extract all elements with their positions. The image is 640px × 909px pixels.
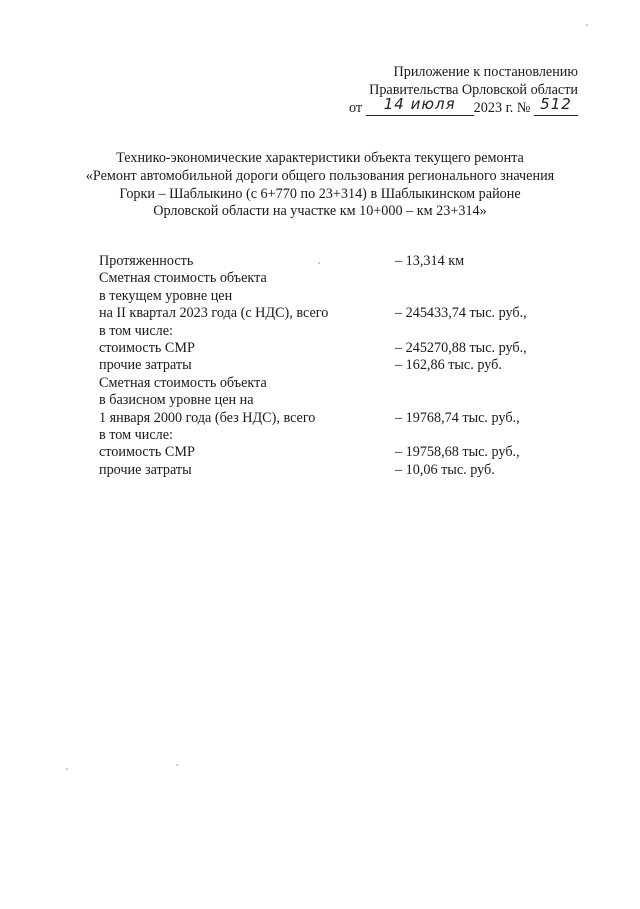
year-text: 2023 г. №: [473, 100, 531, 116]
appendix-line-1: Приложение к постановлению: [393, 64, 578, 80]
spec-label: Сметная стоимость объекта: [99, 270, 267, 287]
spec-label: в том числе:: [99, 322, 173, 339]
appendix-line-2: Правительства Орловской области: [369, 81, 578, 98]
spec-label: в текущем уровне цен: [99, 287, 233, 304]
spec-label: прочие затраты: [99, 461, 192, 478]
document-title: [60, 150, 580, 221]
spec-row: [99, 392, 527, 409]
spec-value: – 245433,74 тыс. руб.,: [395, 305, 527, 322]
spec-row: [99, 270, 527, 287]
spec-row: [99, 462, 527, 479]
spec-row: [99, 253, 527, 270]
spec-label: стоимость СМР: [99, 444, 195, 461]
spec-row: [99, 427, 527, 444]
number-blank: [534, 95, 578, 116]
spec-label: Протяженность: [99, 253, 194, 269]
spec-label: в базисном уровне цен на: [99, 392, 254, 409]
title-line: Орловской области на участке км 10+000 – км 23+314»: [153, 203, 487, 220]
spec-label: Сметная стоимость объекта: [99, 374, 267, 391]
spec-label: стоимость СМР: [99, 339, 195, 356]
spec-row: [99, 340, 527, 357]
spec-label: 1 января 2000 года (без НДС), всего: [99, 409, 316, 426]
title-line: «Ремонт автомобильной дороги общего пользования регионального значения: [85, 167, 555, 184]
handwritten-number: 512: [540, 95, 572, 113]
handwritten-date: 14 июля: [383, 95, 456, 113]
appendix-header: [349, 64, 578, 118]
scan-speck: [318, 262, 320, 264]
spec-row: [99, 323, 527, 340]
title-line: Технико-экономические характеристики объекта текущего ремонта: [116, 150, 524, 166]
spec-label: на II квартал 2023 года (с НДС), всего: [99, 305, 329, 322]
scan-speck: [176, 764, 178, 766]
spec-value: – 162,86 тыс. руб.: [395, 357, 502, 374]
scan-speck: [66, 768, 68, 770]
spec-row: [99, 305, 527, 322]
spec-row: [99, 410, 527, 427]
spec-row: [99, 357, 527, 374]
title-line: Горки – Шаблыкино (с 6+770 по 23+314) в Шаблыкинском районе: [119, 185, 521, 202]
spec-value: – 19758,68 тыс. руб.,: [395, 444, 520, 461]
scan-speck: [586, 24, 588, 26]
appendix-date-line: [349, 95, 578, 118]
spec-row: [99, 444, 527, 461]
spec-row: [99, 375, 527, 392]
date-blank: [366, 95, 474, 116]
spec-value: – 10,06 тыс. руб.: [395, 461, 495, 478]
spec-row: [99, 288, 527, 305]
from-label: от: [349, 100, 363, 116]
spec-value: – 13,314 км: [395, 253, 465, 269]
spec-value: – 19768,74 тыс. руб.,: [395, 409, 520, 426]
spec-label: в том числе:: [99, 426, 173, 443]
spec-label: прочие затраты: [99, 357, 192, 374]
specs-list: [99, 253, 527, 479]
spec-value: – 245270,88 тыс. руб.,: [395, 339, 527, 356]
